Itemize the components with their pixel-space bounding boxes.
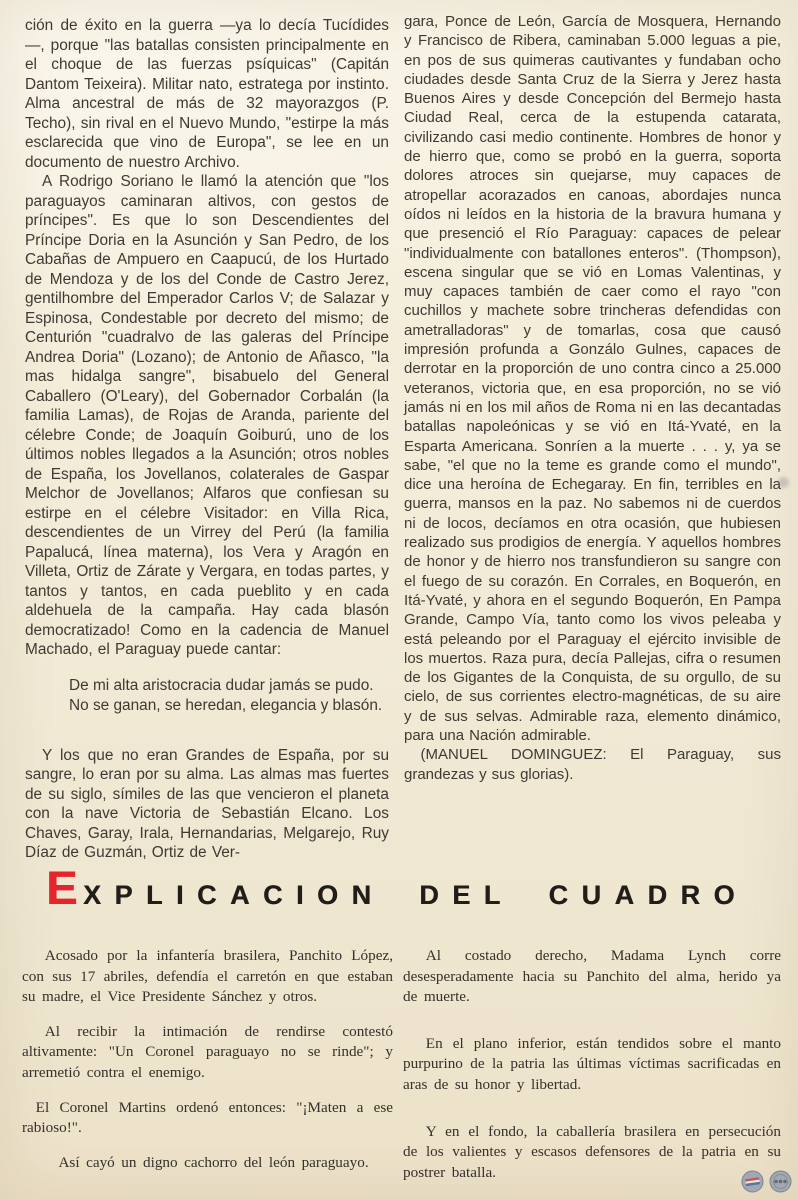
headline-word-cuadro: CUADRO	[548, 880, 748, 910]
paragraph: El Coronel Martins ordenó entonces: "¡Maten a ese rabioso!".	[22, 1098, 393, 1137]
explanation-left-column	[22, 946, 393, 1187]
paragraph: ción de éxito en la guerra —ya lo decía Tucídides—, porque "las batallas consisten principalmente en el choque de las fuerzas psíquicas" (Capitán Dantom Teixeira). Militar nato, estratega por instinto. Alma ancestral de más de 32 mayorazgos (P. Techo), sin rival en el Nuevo Mundo, "estirpe la más esclarecida que vino de Europa", se lee en un documento de nuestro Archivo.	[25, 17, 389, 171]
paragraph: A Rodrigo Soriano le llamó la atención que "los paraguayos caminaran altivos, con gestos de príncipes". Es que lo son Descendientes del Príncipe Doria en la Asunción y San Pedro, de los Cabañas de Ampuero en Caapucú, de los Hurtado de Mendoza y de los del Conde de Castro Jerez, gentilhombre del Emperador Carlos V; de Salazar y Espinosa, Condestable por decreto del mismo; de Centurión "cuadralvo de las galeras del Príncipe Andrea Doria" (Lozano); de Antonio de Añasco, "la mas hidalga sangre", bisabuelo del General Caballero (O'Leary), del Gobernador Corbalán (la familia Lamas), de Rojas de Aranda, pariente del célebre Conde; de Joaquín Goiburú, uno de los últimos nobles llegados a la Asunción; otros nobles de España, los Jovellanos, colaterales de Gaspar Melchor de Jovellanos; Alfaros que confiesan su estirpe en el célebre Visitador: en Villa Rica, descendientes de un Virrey del Perú (la familia Papalucá, línea materna), los Vera y Aragón en Villeta, Ortiz de Zárate y Vergara, en todas partes, y tantos y tantos, en cada pueblito y en cada aldehuela de la campaña. Hay cada blasón democratizado! Como en la cadencia de Manuel Machado, el Paraguay puede cantar:	[25, 173, 389, 658]
headline-word-del: DEL	[419, 880, 514, 910]
verse-block	[69, 676, 389, 716]
top-right-column	[404, 12, 781, 784]
verse-line: No se ganan, se heredan, elegancia y blasón.	[69, 696, 383, 714]
headline-word-explicacion: EXPLICACION	[46, 861, 385, 914]
paragraph: Así cayó un digno cachorro del león paraguayo.	[58, 1153, 369, 1171]
scan-smudge	[778, 477, 789, 488]
paragraph: Acosado por la infantería brasilera, Panchito López, con sus 17 abriles, defendía el carretón en que estaban su madre, el Vice Presidente Sánchez y otros.	[22, 947, 393, 1006]
dots-badge-icon	[769, 1170, 792, 1193]
top-left-column	[25, 16, 389, 863]
verse-line: De mi alta aristocracia dudar jamás se pudo.	[69, 676, 374, 694]
paragraph: En el plano inferior, están tendidos sobre el manto purpurino de la patria las últimas víctimas sacrificadas en aras de su honor y libertad.	[403, 1034, 781, 1093]
watermark-badges	[741, 1170, 792, 1193]
paragraph: gara, Ponce de León, García de Mosquera, Hernando y Francisco de Ribera, caminaban 5.000 leguas a pie, en pos de sus quimeras cautivantes y fundaban ocho ciudades desde Santa Cruz de la Sierra y Jerez hasta Buenos Aires y desde Concepción del Bermejo hasta Ciudad Real, cerca de la estupenda catarata, civilizando casi medio continente. Hombres de honor y de hierro que, como se probó en la guerra, soporta dolores atroces sin quejarse, muy capaces de atropellar acorazados en canoas, abordajes nunca oídos ni leídos en la historia de la bravura humana y que presenció el Río Paraguay: capaces de pelear "individualmente con batallones enteros". (Thompson), escena singular que se vió en Lomas Valentinas, y muy capaces también de caer como el rayo "con cuchillos y machete sobre trincheras defendidas con ametralladoras" y de tomarlas, cosa que causó impresión profunda a Gonzálo Gulnes, capaces de derrotar en la proporción de uno contra cinco a 25.000 veteranos, victoria que, en esa proporción, no se vió jamás ni en los mil años de Roma ni en las decantadas batallas napoleónicas y se vió en Itá-Yvaté, en la Esparta Americana. Sonríen a la muerte . . . y, ya se sabe, "el que no la teme es grande como el mundo", dice una heroína de Echegaray. En fin, terribles en la guerra, mansos en la paz. No sabemos ni de cuerdos ni de locos, decíamos en otra ocasión, que hubiesen realizado sus prodigios de energía. Y aquellos hombres de honor y de hierro nos transfundieron su sangre con el fuego de su corazón. En Corrales, en Boquerón, en Itá-Yvaté, y ahora en el segundo Boquerón, En Pampa Grande, Campo Vía, tanto como los vivos peleaba y está peleando por el Paraguay el ejército invisible de los muertos. Raza pura, decía Pallejas, cifra o resumen de los Gigantes de la Conquista, de su orgullo, de su cielo, de sus corrientes electro-magnéticas, de su aire y de sus selvas. Admirable raza, elemento dinámico, para una Nación admirable.	[404, 13, 781, 744]
paraguay-flag-badge-icon	[741, 1170, 764, 1193]
paragraph: Y los que no eran Grandes de España, por su sangre, lo eran por su alma. Las almas mas fuertes de su siglo, símiles de las que vencieron el planeta con la nave Victoria de Sebastián Elcano. Los Chaves, Garay, Irala, Hernandarias, Melgarejo, Ruy Díaz de Guzmán, Ortiz de Ver-	[25, 746, 389, 861]
explanation-right-column	[403, 946, 781, 1200]
paragraph: Al recibir la intimación de rendirse contestó altivamente: "Un Coronel paraguayo no se rinde"; y arremetió contra el enemigo.	[22, 1022, 393, 1081]
headline-initial-letter: E	[46, 861, 83, 914]
section-headline	[46, 861, 748, 914]
paragraph: Al costado derecho, Madama Lynch corre desesperadamente hacia su Panchito del alma, herido ya de muerte.	[403, 947, 781, 1006]
paragraph: Y en el fondo, la caballería brasilera en persecución de los valientes y escasos defensores de la patria en su postrer batalla.	[403, 1122, 781, 1181]
credit-line: (MANUEL DOMINGUEZ: El Paraguay, sus grandezas y sus glorias).	[404, 746, 781, 783]
